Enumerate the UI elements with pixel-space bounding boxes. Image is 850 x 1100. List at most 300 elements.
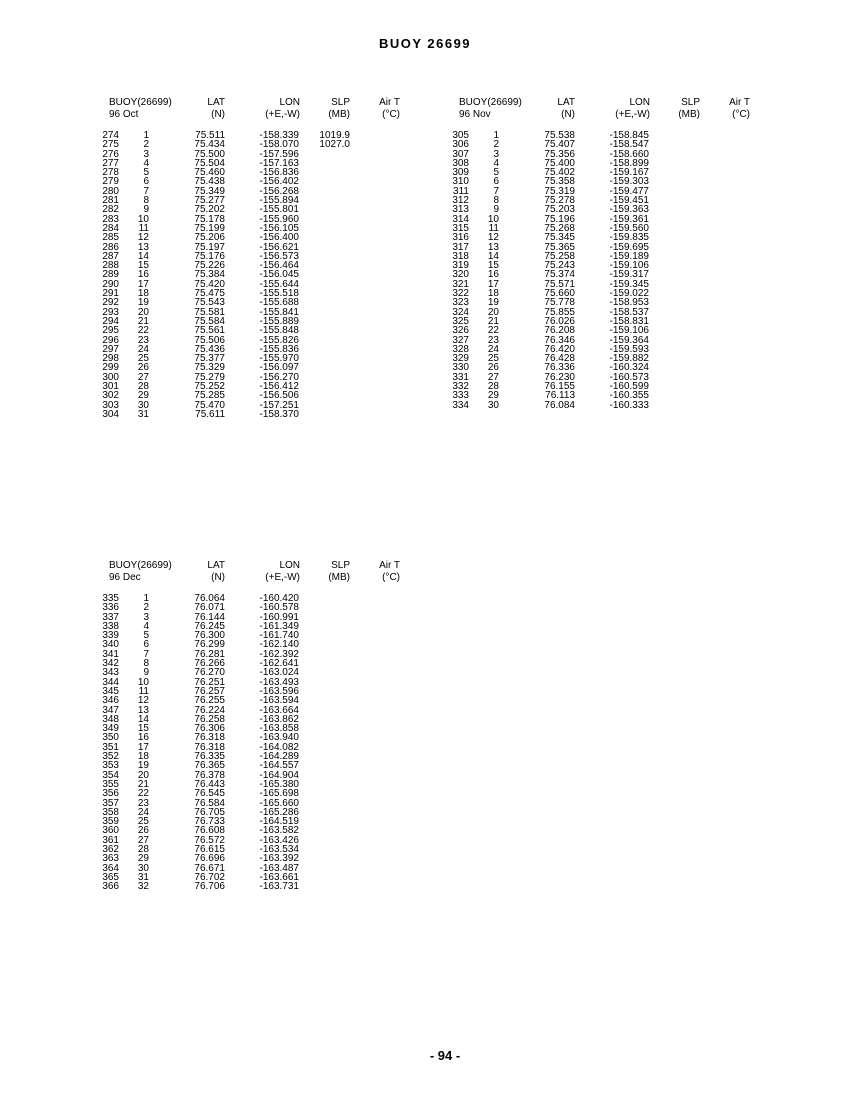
day-of-year-cell: 340 [102,639,119,651]
lat-cell: 75.506 [194,334,225,346]
day-of-year-cell: 278 [102,167,119,179]
day-of-year-cell: 279 [102,176,119,188]
lat-cell: 76.281 [194,648,225,660]
lat-cell: 76.071 [194,602,225,614]
day-of-year-cell: 345 [102,685,119,697]
lon-cell: -164.904 [259,769,299,781]
day-of-year-cell: 274 [102,130,119,141]
day-of-year-cell: 349 [102,723,119,735]
lat-cell: 76.318 [194,741,225,753]
lat-cell: 75.277 [194,195,225,207]
day-of-year-cell: 339 [102,630,119,642]
lat-cell: 75.460 [194,167,225,179]
day-of-month-cell: 8 [143,195,149,207]
lon-cell: -162.641 [259,658,299,670]
lat-cell: 75.611 [195,408,225,420]
day-of-month-cell: 9 [493,204,499,216]
lon-cell: -159.303 [609,176,649,188]
day-of-year-cell: 276 [102,148,119,160]
day-of-year-cell: 282 [102,204,119,216]
day-of-month-cell: 10 [137,213,149,225]
lat-cell: 75.434 [194,139,225,151]
lon-cell: -155.970 [259,353,299,365]
lon-cell: -163.534 [259,844,299,856]
day-of-month-cell: 25 [487,353,499,365]
day-of-month-cell: 29 [137,390,149,402]
day-of-year-cell: 350 [102,732,119,744]
header-lat: LAT [207,560,225,571]
lat-cell: 75.199 [194,222,225,234]
day-of-month-cell: 3 [493,148,499,160]
day-of-month-cell: 16 [487,269,499,281]
lon-cell: -158.660 [609,148,649,160]
lat-cell: 76.270 [194,667,225,679]
day-of-month-cell: 17 [137,278,149,290]
day-of-month-cell: 12 [137,232,149,244]
day-of-year-cell: 299 [102,362,119,374]
lon-cell: -163.940 [259,732,299,744]
lat-cell: 76.702 [194,871,225,883]
day-of-month-cell: 29 [487,390,499,402]
day-of-month-cell: 5 [493,167,499,179]
lon-cell: -157.596 [259,148,299,160]
lat-cell: 75.243 [544,260,575,272]
day-of-year-cell: 359 [102,816,119,828]
header-lat-unit: (N) [561,109,575,120]
header-slp: SLP [331,97,350,108]
day-of-month-cell: 10 [137,676,149,688]
lat-cell: 75.197 [194,241,225,253]
day-of-year-cell: 358 [102,806,119,818]
lat-cell: 75.855 [544,306,575,318]
day-of-month-cell: 29 [137,853,149,865]
day-of-year-cell: 337 [102,611,119,623]
day-of-year-cell: 287 [102,250,119,262]
day-of-year-cell: 343 [102,667,119,679]
lon-cell: -163.596 [259,685,299,697]
day-of-month-cell: 26 [137,825,149,837]
lat-cell: 75.206 [194,232,225,244]
day-of-year-cell: 338 [102,620,119,632]
day-of-month-cell: 30 [137,399,149,411]
lon-cell: -161.740 [259,630,299,642]
day-of-year-cell: 355 [102,778,119,790]
day-of-month-cell: 4 [143,620,149,632]
header-lon: LON [629,97,650,108]
table-header [100,561,410,585]
header-lat: LAT [207,97,225,108]
header-month: 96 Dec [109,572,141,583]
day-of-year-cell: 296 [102,334,119,346]
header-lat-unit: (N) [211,109,225,120]
day-of-year-cell: 284 [102,222,119,234]
day-of-year-cell: 315 [452,222,469,234]
day-of-year-cell: 280 [102,185,119,197]
day-of-year-cell: 329 [452,353,469,365]
table-header [450,98,760,122]
lat-cell: 75.356 [544,148,575,160]
header-airt: Air T [729,97,750,108]
day-of-year-cell: 351 [102,741,119,753]
day-of-year-cell: 288 [102,260,119,272]
day-of-month-cell: 11 [138,222,149,234]
day-of-month-cell: 23 [137,334,149,346]
header-buoy: BUOY(26699) [459,97,522,108]
day-of-month-cell: 8 [493,195,499,207]
lat-cell: 75.511 [195,130,225,141]
lat-cell: 76.026 [544,315,575,327]
table-block-oct [100,98,410,419]
day-of-month-cell: 18 [137,751,149,763]
lat-cell: 75.384 [194,269,225,281]
day-of-month-cell: 3 [143,611,149,623]
lat-cell: 75.470 [194,399,225,411]
lat-cell: 75.504 [194,157,225,169]
lon-cell: -156.097 [259,362,299,374]
day-of-month-cell: 24 [137,806,149,818]
lon-cell: -155.894 [259,195,299,207]
header-buoy: BUOY(26699) [109,560,172,571]
header-lon-unit: (+E,-W) [265,572,300,583]
lon-cell: -159.167 [609,167,649,179]
lon-cell: -163.862 [259,713,299,725]
lon-cell: -161.349 [259,620,299,632]
lat-cell: 76.266 [194,658,225,670]
table-rows [450,131,760,410]
day-of-year-cell: 283 [102,213,119,225]
day-of-year-cell: 302 [102,390,119,402]
table-rows [100,131,410,419]
day-of-month-cell: 13 [137,241,149,253]
day-of-year-cell: 326 [452,325,469,337]
day-of-month-cell: 27 [137,371,149,383]
day-of-month-cell: 32 [137,881,149,893]
day-of-month-cell: 28 [137,381,149,393]
day-of-year-cell: 319 [452,260,469,272]
lat-cell: 75.345 [544,232,575,244]
lon-cell: -163.858 [259,723,299,735]
lat-cell: 75.402 [544,167,575,179]
header-lon-unit: (+E,-W) [265,109,300,120]
lon-cell: -159.317 [609,269,649,281]
header-slp-unit: (MB) [678,109,700,120]
lon-cell: -158.899 [609,157,649,169]
day-of-year-cell: 330 [452,362,469,374]
lon-cell: -158.370 [259,408,299,420]
lat-cell: 76.705 [194,806,225,818]
day-of-month-cell: 2 [143,139,149,151]
day-of-year-cell: 290 [102,278,119,290]
lon-cell: -160.333 [609,399,649,411]
day-of-year-cell: 294 [102,315,119,327]
day-of-month-cell: 8 [143,658,149,670]
lat-cell: 75.475 [194,288,225,300]
day-of-month-cell: 18 [487,288,499,300]
day-of-year-cell: 365 [102,871,119,883]
day-of-month-cell: 14 [137,250,149,262]
day-of-year-cell: 317 [452,241,469,253]
lon-cell: -158.953 [609,297,649,309]
header-airt-unit: (°C) [382,109,400,120]
lon-cell: -163.392 [259,853,299,865]
day-of-month-cell: 26 [137,362,149,374]
lon-cell: -165.660 [259,797,299,809]
lat-cell: 75.420 [194,278,225,290]
day-of-month-cell: 5 [143,630,149,642]
lon-cell: -159.451 [609,195,649,207]
header-slp-unit: (MB) [328,109,350,120]
table-row [100,882,410,891]
lat-cell: 75.377 [194,353,225,365]
day-of-year-cell: 293 [102,306,119,318]
header-lon: LON [279,97,300,108]
lon-cell: -156.045 [259,269,299,281]
day-of-month-cell: 31 [137,408,149,420]
table-rows [100,594,410,892]
lon-cell: -155.960 [259,213,299,225]
lat-cell: 75.543 [194,297,225,309]
day-of-month-cell: 12 [487,232,499,244]
lon-cell: -163.024 [259,667,299,679]
day-of-month-cell: 22 [137,325,149,337]
lat-cell: 75.268 [544,222,575,234]
day-of-year-cell: 346 [102,695,119,707]
lon-cell: -155.644 [259,278,299,290]
header-buoy: BUOY(26699) [109,97,172,108]
lon-cell: -163.582 [259,825,299,837]
lon-cell: -158.070 [259,139,299,151]
lat-cell: 76.064 [194,593,225,604]
lat-cell: 75.329 [194,362,225,374]
header-month: 96 Oct [109,109,139,120]
day-of-month-cell: 22 [137,788,149,800]
day-of-year-cell: 301 [102,381,119,393]
day-of-month-cell: 19 [137,760,149,772]
lon-cell: -156.621 [259,241,299,253]
lat-cell: 76.733 [194,816,225,828]
lat-cell: 75.374 [544,269,575,281]
lat-cell: 75.436 [194,343,225,355]
lon-cell: -156.270 [259,371,299,383]
day-of-month-cell: 17 [487,278,499,290]
lon-cell: -159.882 [609,353,649,365]
day-of-year-cell: 331 [452,371,469,383]
lon-cell: -163.731 [259,881,299,893]
lon-cell: -156.464 [259,260,299,272]
day-of-year-cell: 353 [102,760,119,772]
lon-cell: -157.251 [259,399,299,411]
header-month: 96 Nov [459,109,491,120]
table-row [100,410,410,419]
lon-cell: -156.400 [259,232,299,244]
day-of-month-cell: 21 [137,315,149,327]
day-of-month-cell: 24 [137,343,149,355]
day-of-year-cell: 327 [452,334,469,346]
lat-cell: 75.581 [194,306,225,318]
day-of-year-cell: 292 [102,297,119,309]
table-row [450,401,760,410]
lat-cell: 76.258 [194,713,225,725]
day-of-month-cell: 2 [493,139,499,151]
day-of-month-cell: 13 [137,704,149,716]
day-of-month-cell: 7 [143,648,149,660]
lat-cell: 75.561 [194,325,225,337]
day-of-month-cell: 17 [137,741,149,753]
day-of-year-cell: 361 [102,834,119,846]
day-of-year-cell: 328 [452,343,469,355]
day-of-month-cell: 1 [143,130,149,141]
lat-cell: 76.336 [544,362,575,374]
header-lat: LAT [557,97,575,108]
lat-cell: 75.278 [544,195,575,207]
lon-cell: -156.573 [259,250,299,262]
day-of-year-cell: 277 [102,157,119,169]
day-of-year-cell: 310 [452,176,469,188]
day-of-year-cell: 297 [102,343,119,355]
day-of-month-cell: 6 [143,639,149,651]
lat-cell: 76.346 [544,334,575,346]
day-of-year-cell: 316 [452,232,469,244]
day-of-year-cell: 304 [102,408,119,420]
lat-cell: 76.318 [194,732,225,744]
lon-cell: -159.189 [609,250,649,262]
lon-cell: -164.519 [259,816,299,828]
day-of-year-cell: 332 [452,381,469,393]
day-of-month-cell: 28 [487,381,499,393]
day-of-year-cell: 318 [452,250,469,262]
day-of-month-cell: 26 [487,362,499,374]
day-of-month-cell: 7 [493,185,499,197]
lon-cell: -160.420 [259,593,299,604]
page-number: - 94 - [429,1048,461,1063]
lat-cell: 76.224 [194,704,225,716]
day-of-year-cell: 341 [102,648,119,660]
day-of-year-cell: 286 [102,241,119,253]
day-of-year-cell: 298 [102,353,119,365]
lat-cell: 75.571 [544,278,575,290]
day-of-month-cell: 27 [487,371,499,383]
day-of-year-cell: 352 [102,751,119,763]
day-of-year-cell: 281 [102,195,119,207]
day-of-year-cell: 333 [452,390,469,402]
day-of-month-cell: 24 [487,343,499,355]
day-of-year-cell: 357 [102,797,119,809]
lat-cell: 76.365 [194,760,225,772]
lon-cell: -164.289 [259,751,299,763]
day-of-month-cell: 16 [137,269,149,281]
header-airt: Air T [379,560,400,571]
day-of-month-cell: 7 [143,185,149,197]
day-of-year-cell: 364 [102,862,119,874]
lat-cell: 75.365 [544,241,575,253]
header-airt-unit: (°C) [382,572,400,583]
lat-cell: 75.258 [544,250,575,262]
day-of-year-cell: 347 [102,704,119,716]
day-of-year-cell: 320 [452,269,469,281]
lat-cell: 76.144 [194,611,225,623]
lat-cell: 76.428 [544,353,575,365]
lat-cell: 76.420 [544,343,575,355]
lat-cell: 76.443 [194,778,225,790]
lat-cell: 76.230 [544,371,575,383]
lat-cell: 75.202 [194,204,225,216]
day-of-year-cell: 324 [452,306,469,318]
lat-cell: 75.319 [544,185,575,197]
header-lat-unit: (N) [211,572,225,583]
lon-cell: -155.826 [259,334,299,346]
day-of-year-cell: 291 [102,288,119,300]
day-of-year-cell: 354 [102,769,119,781]
lat-cell: 76.113 [545,390,575,402]
lat-cell: 75.438 [194,176,225,188]
day-of-year-cell: 275 [102,139,119,151]
lon-cell: -159.345 [609,278,649,290]
day-of-month-cell: 25 [137,816,149,828]
lat-cell: 76.255 [194,695,225,707]
day-of-month-cell: 22 [487,325,499,337]
day-of-month-cell: 10 [487,213,499,225]
lon-cell: -164.557 [259,760,299,772]
day-of-year-cell: 314 [452,213,469,225]
lon-cell: -155.889 [259,315,299,327]
lon-cell: -164.082 [259,741,299,753]
day-of-year-cell: 306 [452,139,469,151]
lat-cell: 76.257 [194,685,225,697]
day-of-year-cell: 303 [102,399,119,411]
lon-cell: -160.324 [609,362,649,374]
lat-cell: 76.572 [194,834,225,846]
header-airt-unit: (°C) [732,109,750,120]
header-lon: LON [279,560,300,571]
day-of-month-cell: 23 [137,797,149,809]
day-of-year-cell: 344 [102,676,119,688]
day-of-month-cell: 1 [493,130,499,141]
day-of-month-cell: 15 [487,260,499,272]
lon-cell: -163.594 [259,695,299,707]
day-of-month-cell: 6 [143,176,149,188]
day-of-month-cell: 11 [138,685,149,697]
lon-cell: -158.339 [259,130,299,141]
lat-cell: 76.608 [194,825,225,837]
lat-cell: 75.196 [544,213,575,225]
lat-cell: 76.245 [194,620,225,632]
lon-cell: -160.573 [609,371,649,383]
lon-cell: -155.518 [259,288,299,300]
day-of-month-cell: 23 [487,334,499,346]
day-of-month-cell: 21 [137,778,149,790]
lon-cell: -159.106 [609,325,649,337]
day-of-month-cell: 25 [137,353,149,365]
day-of-month-cell: 20 [137,769,149,781]
day-of-month-cell: 15 [137,260,149,272]
lat-cell: 75.778 [544,297,575,309]
lat-cell: 76.696 [194,853,225,865]
lon-cell: -163.487 [259,862,299,874]
lat-cell: 76.545 [194,788,225,800]
day-of-month-cell: 16 [137,732,149,744]
day-of-month-cell: 11 [488,222,499,234]
day-of-year-cell: 342 [102,658,119,670]
lon-cell: -159.560 [609,222,649,234]
day-of-month-cell: 18 [137,288,149,300]
header-lon-unit: (+E,-W) [615,109,650,120]
lat-cell: 75.279 [194,371,225,383]
day-of-year-cell: 360 [102,825,119,837]
lon-cell: -160.578 [259,602,299,614]
day-of-month-cell: 4 [493,157,499,169]
lat-cell: 75.660 [544,288,575,300]
day-of-month-cell: 9 [143,204,149,216]
